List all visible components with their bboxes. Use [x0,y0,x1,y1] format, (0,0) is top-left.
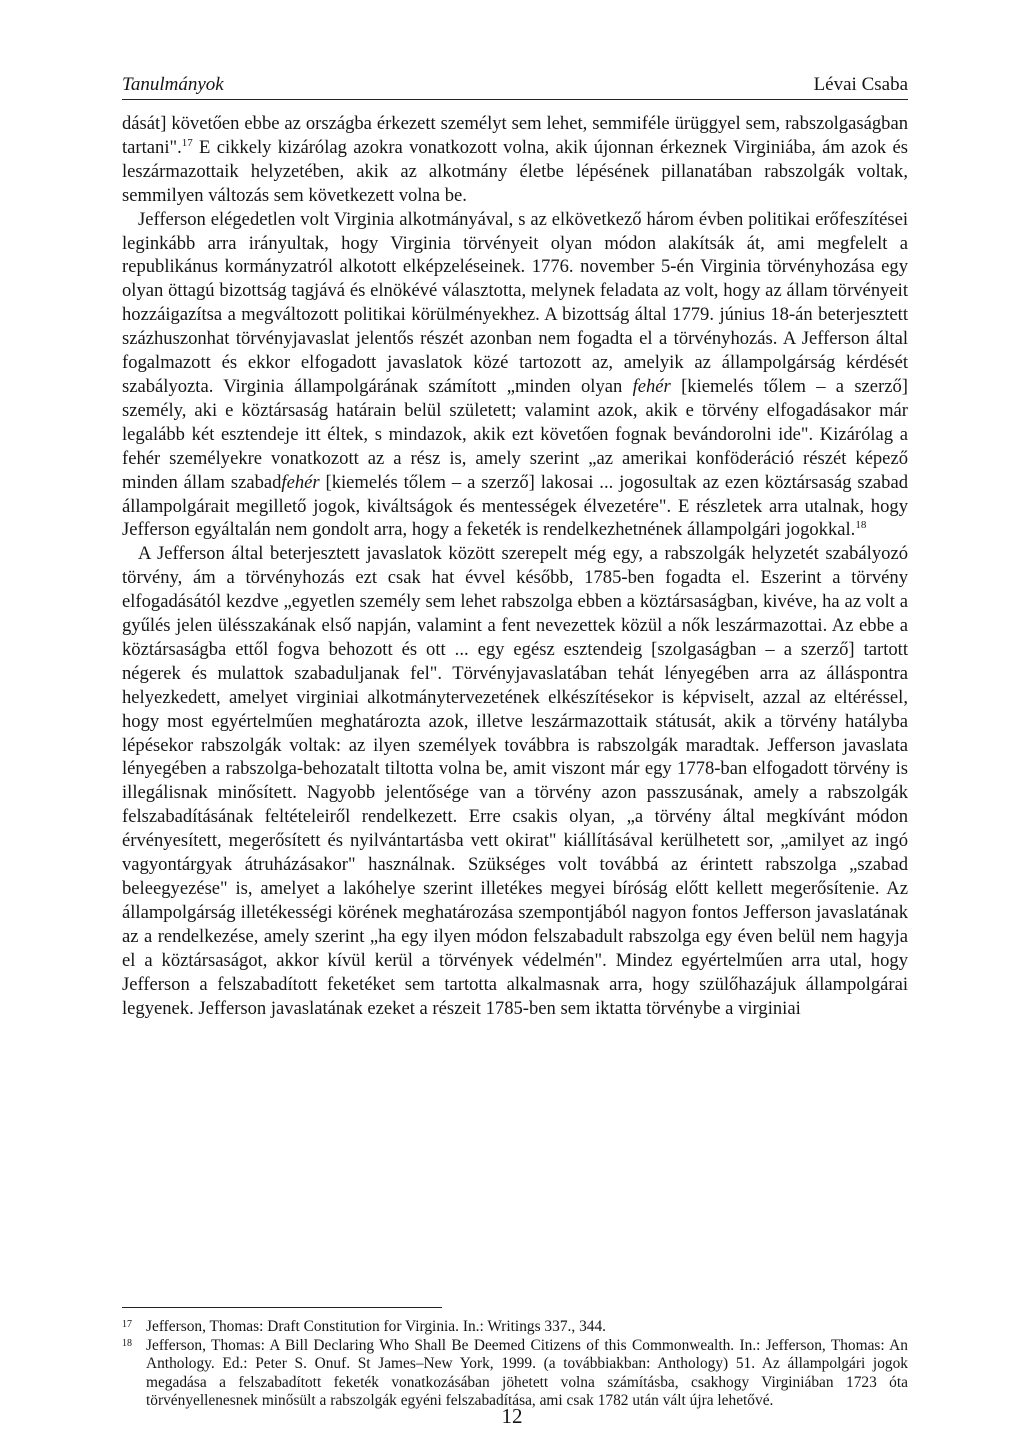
body-text [122,112,908,1020]
section-title: Tanulmányok [122,74,224,95]
paragraph-2 [122,208,908,543]
paragraph-3: A Jefferson által beterjesztett javaslatok között szerepelt még egy, a rabszolgák helyzetét szabályozó törvény, ám a törvényhozás ezt csak hat évvel később, 1785-ben fogadta el. Eszerint a törvény elfogadásától kezdve „egyetlen személy sem lehet rabszolga ebben a köztársaságban, kivéve, ha az volt a gyűlés jelen ülésszakának első napján, valamint a fent nevezettek közül a nők leszármazottai. Az ebbe a köztársaságba ettől fogva behozott és ott ... egy egész esztendeig [szolgaságban – a szerző] tartott négerek és mulattok szabaduljanak fel". Törvényjavaslatában tehát lényegében arra az álláspontra helyezkedett, amelyet virginiai alkotmánytervezetének elkészítésekor is képviselt, azzal az eltéréssel, hogy most egyértelműen meghatározta azok, illetve leszármazottaik státusát, akik a törvény hatályba lépésekor rabszolgák voltak: az ilyen személyek továbbra is rabszolgák maradtak. Jefferson javaslata lényegében a rabszolga-behozatalt tiltotta volna be, amit viszont már egy 1778-ban elfogadott törvény is illegálisnak minősített. Nagyobb jelentősége van a törvény azon passzusának, amely a rabszolgák felszabadításának feltételeiről rendelkezett. Erre csakis olyan, „a törvény által megkívánt módon érvényesített, megerősített és nyilvántartásba vett okirat" kiállításával kerülhetett sor, „amilyet az ingó vagyontárgyak átruházásakor" használnak. Szükséges volt továbbá az érintett rabszolga „szabad beleegyezése" is, amelyet a lakóhelye szerint illetékes megyei bíróság előtt kellett megerősítenie. Az állampolgárság illetékességi körének meghatározása szempontjából nagyon fontos Jefferson javaslatának az a rendelkezése, amely szerint „ha egy ilyen módon felszabadult rabszolga egy éven belül nem hagyja el a köztársaságot, akkor kívül kerül a törvények védelmén". Mindez egyértelműen arra utal, hogy Jefferson a felszabadított feketéket sem tartotta alkalmasnak arra, hogy szülőhazájuk állampolgárai legyenek. Jefferson javaslatának ezeket a részeit 1785-ben sem iktatta törvénybe a virginiai [122,543,908,1019]
footnote-18 [122,1337,908,1411]
footnotes [122,1318,908,1411]
footnote-17 [122,1318,908,1337]
footnote-text: Jefferson, Thomas: A Bill Declaring Who Shall Be Deemed Citizens of this Commonwealth. In.: Jefferson, Thomas: An Anthology. Ed.: Peter S. Onuf. St James–New York, 1999. (a továbbiakban: Anthology) 51. Az állampolgári jogok megadása a felszabadított feketék vonatkozásában jöhetett volna számításba, csakhogy Virginiában 1723 óta törvényellenesnek minősült a rabszolgák egyéni felszabadítása, ami csak 1782 után vált újra lehetővé. [146,1336,908,1410]
paragraph-2-text-a: Jefferson elégedetlen volt Virginia alkotmányával, s az elkövetkező három évben politikai erőfeszítései leginkább arra irányultak, hogy Virginia törvényeit olyan módon alakítsák át, ami megfelelt a republikánus kormányzatról alkotott elképzeléseinek. 1776. november 5-én Virginia törvényhozása egy olyan öttagú bizottság tagjává és elnökévé választotta, melynek feladata az volt, hogy az állam törvényeit hozzáigazítsa a megváltozott politikai körülményekhez. A bizottság által 1779. június 18-án beterjesztett százhuszonhat törvényjavaslat jelentős részét azonban nem fogadta el a törvényhozás. A Jefferson által fogalmazott és ekkor elfogadott javaslatok közé tartozott az, amelyik az állampolgárság kérdését szabályozta. Virginia állampolgárának számított „minden olyan [122,208,908,397]
footnote-ref-18: 18 [855,519,867,532]
paragraph-1-text-a: dását] követően ebbe az országba érkezett személyt sem lehet, semmiféle ürüggyel sem, rabszolgaságban tartani". [122,113,908,158]
paragraph-1 [122,112,908,208]
paragraph-2-text-c: [kiemelés tőlem – a szerző] lakosai ... jogosultak az ezen köztársaság szabad állampolgárait megillető jogok, kiváltságok és mentességek élvezetére". E részletek arra utalnak, hogy Jefferson egyáltalán nem gondolt arra, hogy a feketék is rendelkezhetnének állampolgári jogokkal. [122,471,908,541]
emphasis-feher-1: fehér [632,375,671,397]
footnote-text: Jefferson, Thomas: Draft Constitution for Virginia. In.: Writings 337., 344. [146,1318,606,1335]
paragraph-2-text-b: [kiemelés tőlem – a szerző] személy, aki e köztársaság határain belül született; valamint azok, akik e törvény elfogadásakor már legalább két esztendeje itt éltek, s mindazok, akik ezt követően fognak bevándorolni ide". Kizárólag a fehér személyekre vonatkozott az a rész is, amely szerint „az amerikai konföderáció részét képező minden állam szabad [122,375,908,493]
paragraph-1-text-b: E cikkely kizárólag azokra vonatkozott volna, akik újonnan érkeznek Virginiába, ám azok és leszármazottaik helyzetében, akik az alkotmány életbe lépésének pillanatában rabszolgák voltak, semmilyen változás sem következett volna be. [122,136,908,206]
footnote-ref-17: 17 [181,136,193,149]
page [122,74,908,1020]
footnote-number: 18 [122,1337,132,1349]
running-header [122,74,908,100]
page-number: 12 [501,1404,523,1428]
footnote-divider [122,1307,442,1308]
footnote-number: 17 [122,1319,132,1330]
author-name: Lévai Csaba [813,74,908,95]
emphasis-feher-2: fehér [281,471,320,493]
